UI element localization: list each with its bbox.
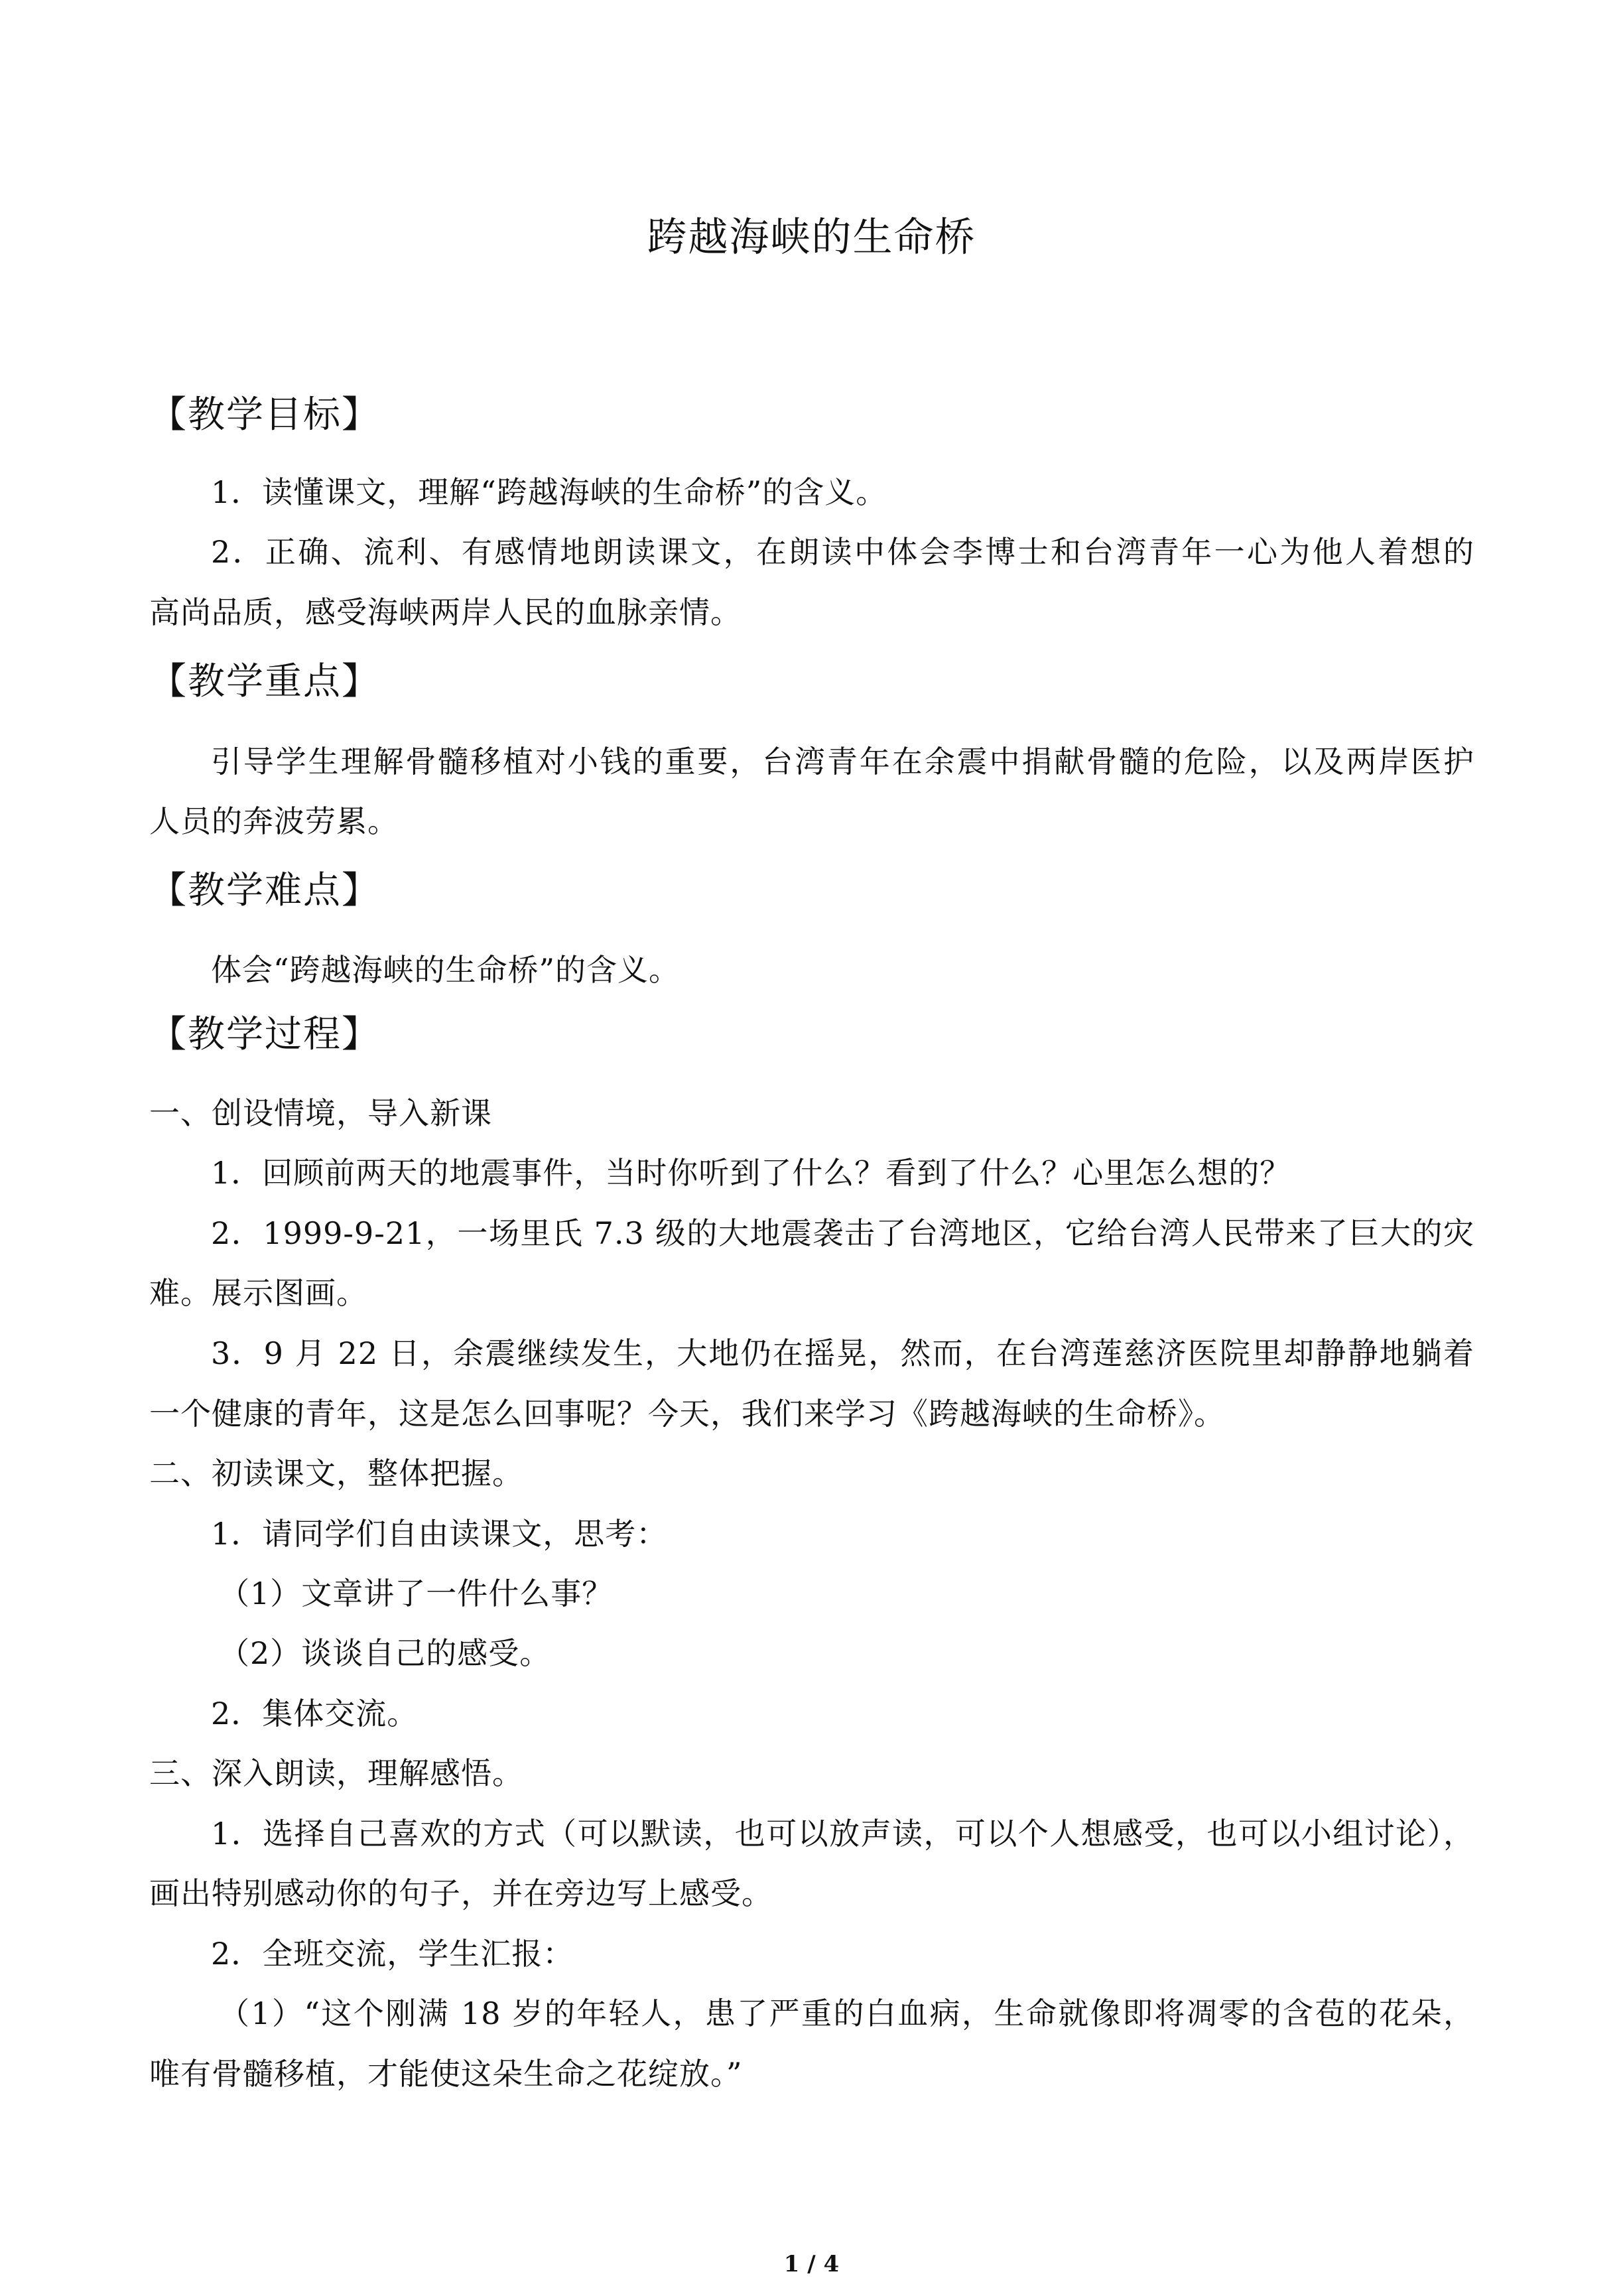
paragraph-line: （1）“这个刚满 18 岁的年轻人，患了严重的白血病，生命就像即将凋零的含苞的花朵， <box>219 1995 1474 2031</box>
page-number: 1 / 4 <box>783 2251 840 2277</box>
paragraph-line: （1）文章讲了一件什么事？ <box>219 1576 614 1611</box>
paragraph-line: 人员的奔波劳累。 <box>149 803 399 839</box>
document-title: 跨越海峡的生命桥 <box>647 214 976 261</box>
paragraph-line: 难。展示图画。 <box>149 1275 367 1311</box>
paragraph-line: 1．回顾前两天的地震事件，当时你听到了什么？看到了什么？心里怎么想的？ <box>211 1155 1291 1191</box>
heading-teaching-goals: 【教学目标】 <box>149 393 380 437</box>
section-heading-line: 一、创设情境，导入新课 <box>149 1095 492 1131</box>
paragraph-line: 2．1999-9-21，一场里氏 7.3 级的大地震袭击了台湾地区，它给台湾人民带来了巨大的灾 <box>211 1215 1474 1251</box>
heading-teaching-process: 【教学过程】 <box>149 1013 380 1056</box>
paragraph-line: 1．请同学们自由读课文，思考： <box>211 1516 668 1552</box>
paragraph-line: 体会“跨越海峡的生命桥”的含义。 <box>211 952 681 988</box>
paragraph-line: 2．全班交流，学生汇报： <box>211 1936 574 1972</box>
paragraph-line: （2）谈谈自己的感受。 <box>219 1635 551 1671</box>
paragraph-line: 3．9 月 22 日，余震继续发生，大地仍在摇晃，然而，在台湾莲慈济医院里却静静地躺着 <box>211 1335 1474 1371</box>
paragraph-line: 引导学生理解骨髓移植对小钱的重要，台湾青年在余震中捐献骨髓的危险，以及两岸医护 <box>211 744 1474 779</box>
paragraph-line: 1．读懂课文，理解“跨越海峡的生命桥”的含义。 <box>211 474 887 510</box>
paragraph-line: 画出特别感动你的句子，并在旁边写上感受。 <box>149 1875 773 1911</box>
paragraph-line: 2．正确、流利、有感情地朗读课文，在朗读中体会李博士和台湾青年一心为他人着想的 <box>211 534 1474 570</box>
paragraph-line: 唯有骨髓移植，才能使这朵生命之花绽放。” <box>149 2056 743 2092</box>
paragraph-line: 2．集体交流。 <box>211 1696 419 1731</box>
paragraph-line: 1．选择自己喜欢的方式（可以默读，也可以放声读，可以个人想感受，也可以小组讨论）， <box>211 1816 1474 1852</box>
heading-teaching-focus: 【教学重点】 <box>149 660 380 703</box>
paragraph-line: 高尚品质，感受海峡两岸人民的血脉亲情。 <box>149 594 742 630</box>
paragraph-line: 一个健康的青年，这是怎么回事呢？今天，我们来学习《跨越海峡的生命桥》。 <box>149 1396 1225 1432</box>
section-heading-line: 三、深入朗读，理解感悟。 <box>149 1755 523 1791</box>
section-heading-line: 二、初读课文，整体把握。 <box>149 1455 523 1491</box>
heading-teaching-difficulty: 【教学难点】 <box>149 869 380 912</box>
